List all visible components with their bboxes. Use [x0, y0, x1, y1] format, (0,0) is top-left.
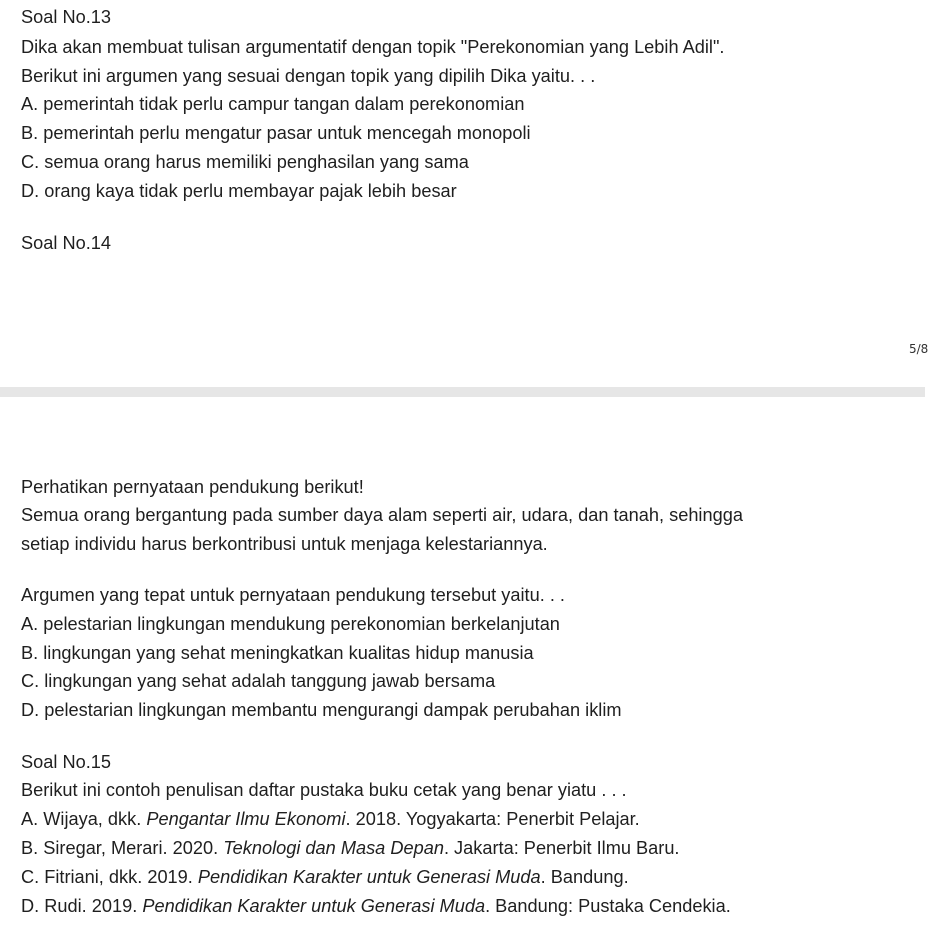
page-number: 5/8	[909, 342, 928, 356]
page-separator	[0, 387, 925, 397]
soal-15-option-a	[21, 807, 640, 831]
soal-14-option-a: A. pelestarian lingkungan mendukung perekonomian berkelanjutan	[21, 614, 560, 634]
soal-13-stem-line-2: Berikut ini argumen yang sesuai dengan topik yang dipilih Dika yaitu. . .	[21, 66, 596, 86]
option-prefix: C. Fitriani, dkk. 2019.	[21, 867, 198, 887]
book-title: Pendidikan Karakter untuk Generasi Muda	[197, 867, 541, 887]
soal-15-option-c	[21, 865, 629, 889]
option-suffix: . Bandung: Pustaka Cendekia.	[485, 896, 731, 916]
soal-13-option-b: B. pemerintah perlu mengatur pasar untuk mencegah monopoli	[21, 123, 531, 143]
soal-13-option-c: C. semua orang harus memiliki penghasilan yang sama	[21, 152, 469, 172]
book-title: Pendidikan Karakter untuk Generasi Muda	[142, 896, 486, 916]
soal-14-question: Argumen yang tepat untuk pernyataan pendukung tersebut yaitu. . .	[21, 585, 565, 605]
soal-15-stem: Berikut ini contoh penulisan daftar pustaka buku cetak yang benar yiatu . . .	[21, 780, 627, 800]
option-prefix: A. Wijaya, dkk.	[21, 809, 147, 829]
soal-14-intro: Perhatikan pernyataan pendukung berikut!	[21, 477, 364, 497]
soal-14-heading: Soal No.14	[21, 233, 111, 253]
soal-15-option-d	[21, 894, 731, 918]
option-suffix: . Bandung.	[540, 867, 629, 887]
page-top	[0, 0, 928, 387]
book-title: Pengantar Ilmu Ekonomi	[146, 809, 346, 829]
soal-13-option-a: A. pemerintah tidak perlu campur tangan dalam perekonomian	[21, 94, 525, 114]
soal-14-statement-line-1: Semua orang bergantung pada sumber daya alam seperti air, udara, dan tanah, sehingga	[21, 505, 743, 525]
soal-15-heading: Soal No.15	[21, 752, 111, 772]
soal-14-option-d: D. pelestarian lingkungan membantu mengurangi dampak perubahan iklim	[21, 700, 622, 720]
soal-13-option-d: D. orang kaya tidak perlu membayar pajak lebih besar	[21, 181, 457, 201]
soal-14-statement-line-2: setiap individu harus berkontribusi untuk menjaga kelestariannya.	[21, 534, 548, 554]
book-title: Teknologi dan Masa Depan	[223, 838, 444, 858]
option-suffix: . 2018. Yogyakarta: Penerbit Pelajar.	[345, 809, 640, 829]
soal-13-stem-line-1: Dika akan membuat tulisan argumentatif dengan topik "Perekonomian yang Lebih Adil".	[21, 37, 725, 57]
option-prefix: B. Siregar, Merari. 2020.	[21, 838, 224, 858]
page-bottom	[0, 397, 925, 937]
soal-14-option-b: B. lingkungan yang sehat meningkatkan kualitas hidup manusia	[21, 643, 534, 663]
option-prefix: D. Rudi. 2019.	[21, 896, 143, 916]
soal-13-heading: Soal No.13	[21, 7, 111, 27]
soal-15-option-b	[21, 836, 680, 860]
option-suffix: . Jakarta: Penerbit Ilmu Baru.	[443, 838, 680, 858]
soal-14-option-c: C. lingkungan yang sehat adalah tanggung jawab bersama	[21, 671, 496, 691]
